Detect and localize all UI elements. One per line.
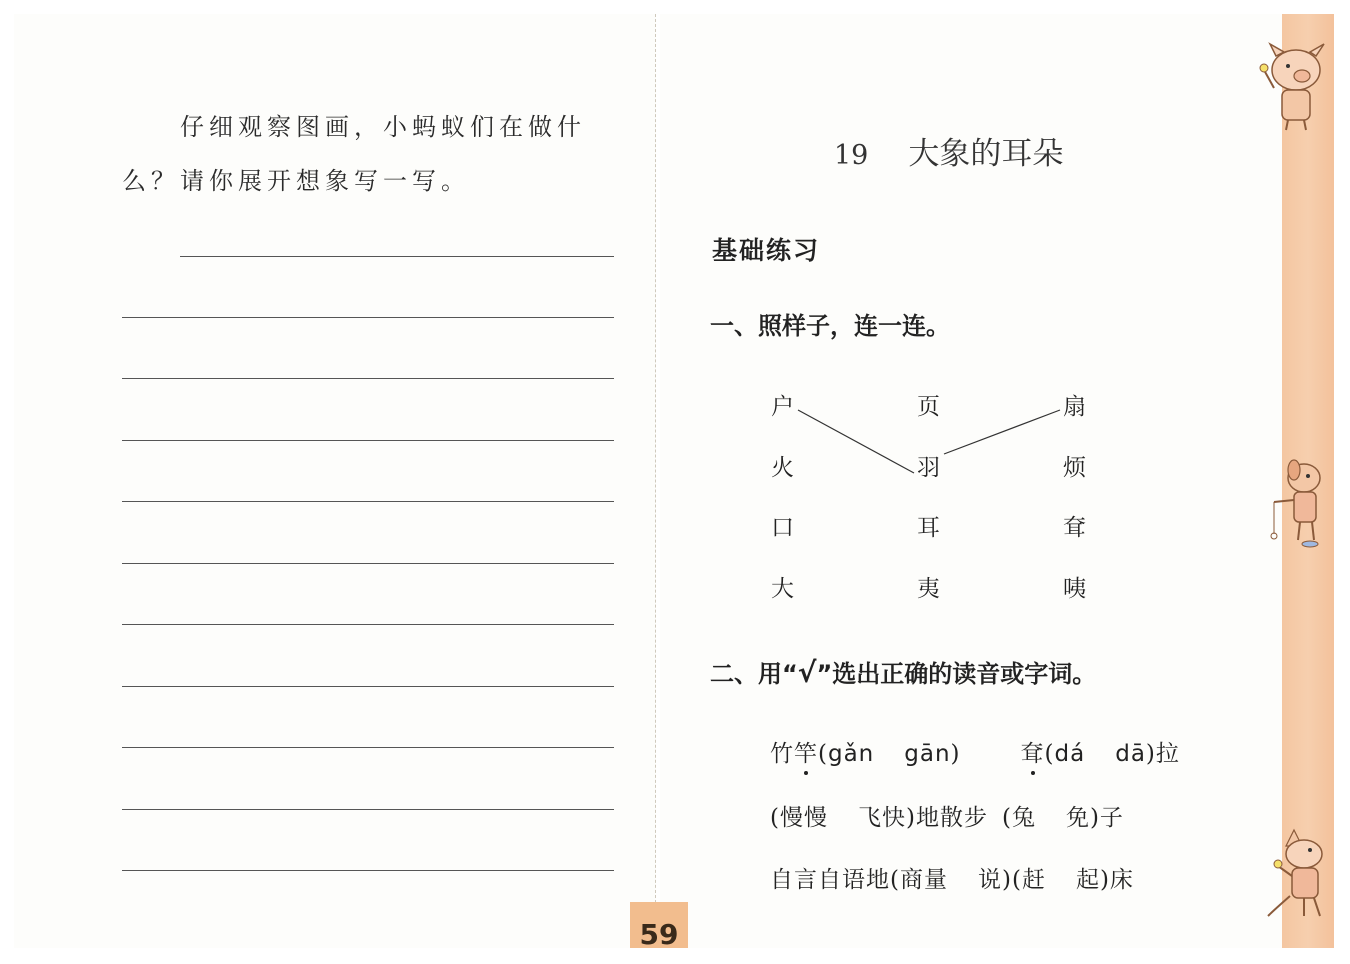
dotted-char: 耷 — [1020, 741, 1045, 767]
paren: ( — [770, 805, 780, 831]
paren: ( — [1011, 867, 1022, 893]
question-2-title — [710, 654, 1096, 689]
word-option[interactable]: 飞快 — [857, 805, 906, 831]
question-1-title: 一、照样子，连一连。 — [710, 312, 950, 340]
pinyin-option[interactable]: gǎn — [827, 741, 875, 767]
match-col2-item[interactable]: 羽 — [917, 455, 940, 481]
lesson-number: 19 — [834, 140, 869, 171]
word-option[interactable]: 说 — [977, 867, 1002, 893]
pig-cartoon-icon — [1256, 40, 1336, 132]
word-prefix: 自言自语地( — [770, 867, 900, 893]
word-option[interactable]: 慢慢 — [779, 805, 828, 831]
lesson-name: 大象的耳朵 — [908, 136, 1064, 172]
word-option[interactable]: 商量 — [899, 867, 948, 893]
word-suffix: )地散步 — [905, 805, 988, 831]
word-suffix: )床 — [1099, 867, 1134, 893]
match-col1-item[interactable]: 户 — [771, 394, 794, 420]
word-option[interactable]: 起 — [1075, 867, 1100, 893]
match-col3-item[interactable]: 耷 — [1063, 515, 1086, 541]
match-col2-item[interactable]: 耳 — [917, 515, 940, 541]
choice-row-2 — [770, 799, 1124, 832]
question-2-title-post: ”选出正确的读音或字词。 — [816, 660, 1097, 688]
match-col1-item[interactable]: 口 — [771, 515, 794, 541]
prompt-line-1: 仔细观察图画，小蚂蚁们在做什 — [180, 113, 586, 141]
match-col2-item[interactable]: 夷 — [917, 576, 940, 602]
choice-row-1 — [770, 735, 1180, 768]
page-number: 59 — [630, 902, 688, 948]
dotted-char: 竿 — [794, 741, 818, 767]
word-option[interactable]: 免 — [1065, 805, 1090, 831]
paren: ( — [1044, 741, 1055, 767]
checkmark-icon: √ — [797, 656, 817, 689]
question-2-title-pre: 二、用“ — [710, 660, 798, 688]
word-char: 竹 — [770, 741, 794, 767]
word-option[interactable]: 赶 — [1021, 867, 1046, 893]
pinyin-option[interactable]: dá — [1054, 741, 1086, 767]
paren: ) — [1001, 867, 1012, 893]
word-suffix: )拉 — [1145, 741, 1180, 767]
section-title: 基础练习 — [712, 236, 821, 265]
pinyin-option[interactable]: gān — [904, 741, 951, 767]
dog-cartoon-icon — [1266, 456, 1336, 548]
example-line-left — [798, 410, 914, 473]
prompt-line-2: 么？请你展开想象写一写。 — [122, 167, 470, 195]
fox-cartoon-icon — [1264, 826, 1336, 922]
choice-row-3 — [770, 861, 1134, 894]
match-col2-item[interactable]: 页 — [917, 394, 940, 420]
example-line-right — [944, 410, 1060, 454]
paren: ) — [950, 741, 961, 767]
match-col3-item[interactable]: 扇 — [1063, 394, 1086, 420]
pinyin-option[interactable]: dā — [1115, 741, 1146, 767]
match-col3-item[interactable]: 咦 — [1063, 576, 1086, 602]
word-option[interactable]: 兔 — [1011, 805, 1036, 831]
paren: ( — [1001, 805, 1012, 831]
match-col3-item[interactable]: 烦 — [1063, 455, 1086, 481]
match-col1-item[interactable]: 大 — [771, 576, 794, 602]
word-suffix: )子 — [1089, 805, 1124, 831]
paren: ( — [818, 741, 828, 767]
match-col1-item[interactable]: 火 — [771, 455, 794, 481]
